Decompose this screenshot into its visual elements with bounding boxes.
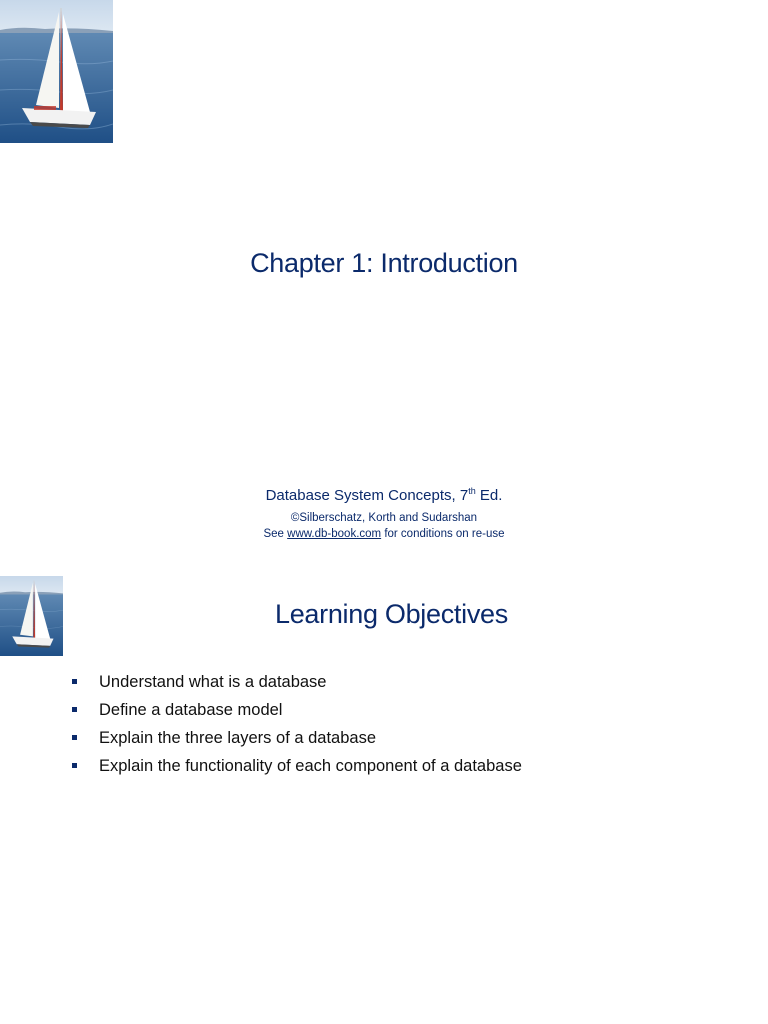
book-title-edition: Ed. [475, 487, 503, 504]
conditions-line [0, 528, 768, 540]
objective-text: Understand what is a database [99, 673, 327, 691]
conditions-prefix: See [263, 528, 288, 540]
book-title [0, 486, 768, 504]
square-bullet-icon [72, 763, 77, 768]
conditions-suffix: for conditions on re-use [381, 528, 505, 540]
list-item [68, 698, 522, 726]
square-bullet-icon [72, 679, 77, 684]
list-item [68, 754, 522, 782]
db-book-link[interactable]: www.db-book.com [287, 528, 382, 540]
list-item [68, 670, 522, 698]
list-item [68, 726, 522, 754]
square-bullet-icon [72, 707, 77, 712]
square-bullet-icon [72, 735, 77, 740]
objective-text: Explain the three layers of a database [99, 729, 377, 747]
objectives-slide [0, 576, 768, 1024]
sailboat-photo [0, 0, 113, 143]
slide-title: Learning Objectives [275, 599, 508, 629]
sailboat-photo [0, 576, 63, 656]
book-title-text: Database System Concepts, 7 [265, 487, 469, 504]
objective-text: Explain the functionality of each component of a database [99, 757, 522, 775]
objectives-list [68, 670, 522, 782]
chapter-title: Chapter 1: Introduction [250, 248, 518, 278]
edition-superscript: th [468, 486, 476, 496]
objective-text: Define a database model [99, 701, 283, 719]
copyright-line: ©Silberschatz, Korth and Sudarshan [290, 512, 478, 524]
